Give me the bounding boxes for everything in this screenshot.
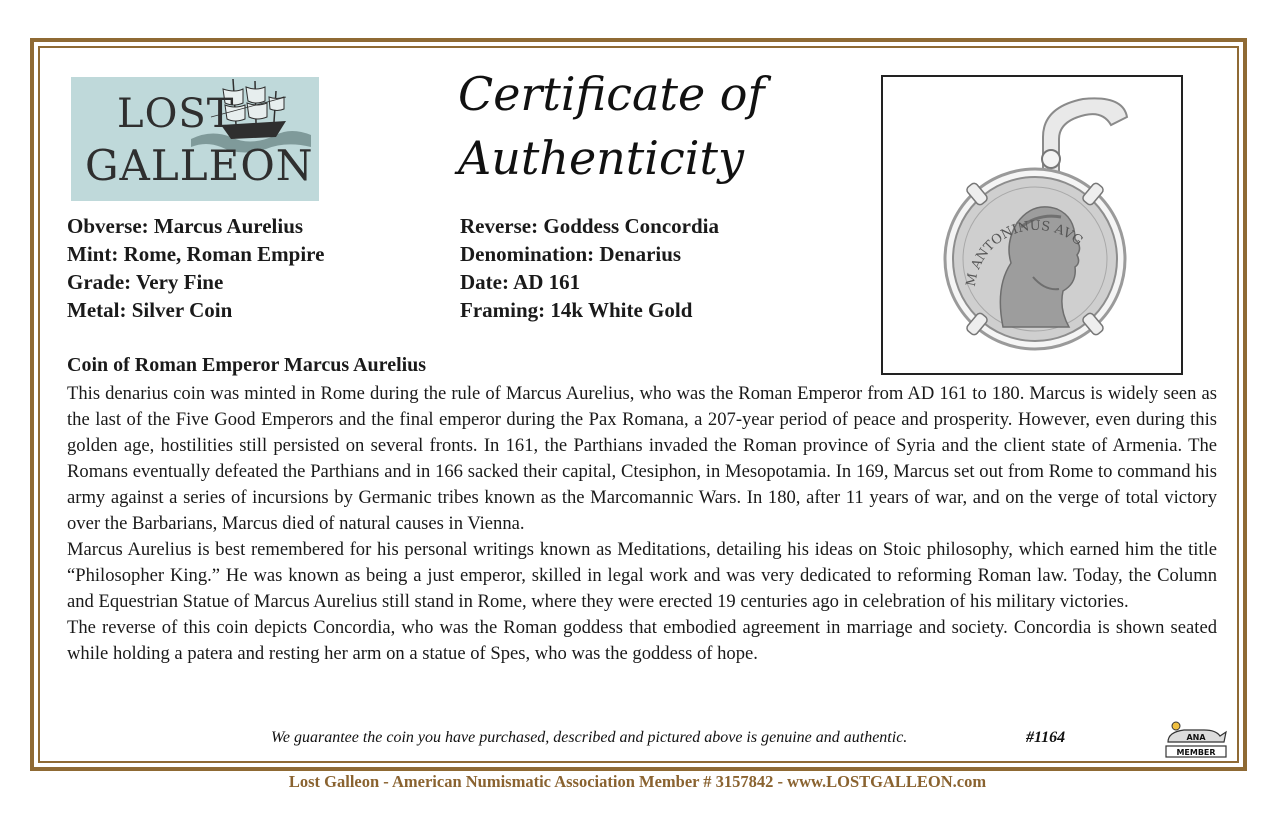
attributes-left — [67, 212, 324, 324]
framing-attribute: Framing: 14k White Gold — [460, 298, 693, 322]
svg-text:MEMBER: MEMBER — [1176, 748, 1216, 757]
logo-text-galleon: GALLEON — [85, 141, 314, 190]
date-attribute: Date: AD 161 — [460, 270, 581, 294]
lost-galleon-logo — [71, 77, 319, 201]
paragraph-reverse: The reverse of this coin depicts Concordia, who was the Roman goddess that embodied agreement in marriage and society. Concordia is shown seated while holding a patera and resting her arm on a statue of Spes, who was the goddess of hope. — [67, 617, 1217, 664]
metal-attribute: Metal: Silver Coin — [67, 298, 233, 322]
logo-text-lost: LOST — [117, 91, 235, 137]
coin-legend: M ANTONINUS AVG — [963, 218, 1086, 288]
mint-attribute: Mint: Rome, Roman Empire — [67, 242, 325, 266]
denomination-attribute: Denomination: Denarius — [460, 242, 682, 266]
paragraph-legacy: Marcus Aurelius is best remembered for his personal writings known as Meditations, detailing his ideas on Stoic philosophy, which earned him the title “Philosopher King.” He was known as being a just emperor, skilled in legal work and was very dedicated to reforming Roman law. Today, the Column and Equestrian Statue of Marcus Aurelius still stand in Rome, where they were erected 19 centuries ago in celebration of his military victories. — [67, 539, 1217, 612]
section-heading: Coin of Roman Emperor Marcus Aurelius — [67, 354, 427, 376]
svg-text:ANA: ANA — [1186, 733, 1206, 742]
ana-member-badge-icon — [1160, 712, 1232, 760]
guarantee-statement: We guarantee the coin you have purchased, described and pictured above is genuine and authentic. — [271, 729, 908, 746]
attributes-right — [460, 212, 719, 324]
description-body — [67, 381, 1217, 667]
obverse-attribute: Obverse: Marcus Aurelius — [67, 214, 304, 238]
grade-attribute: Grade: Very Fine — [67, 270, 224, 294]
paragraph-history: This denarius coin was minted in Rome during the rule of Marcus Aurelius, who was the Roman Emperor from AD 161 to 180. Marcus is widely seen as the last of the Five Good Emperors and the final emperor during the Pax Romana, a 207-year period of peace and prosperity. However, even during this golden age, hostilities still persisted on several fronts. In 161, the Parthians invaded the Roman province of Syria and the client state of Armenia. The Romans eventually defeated the Parthians and in 166 sacked their capital, Ctesiphon, in Mesopotamia. In 169, Marcus set out from Rome to command his army against a series of incursions by Germanic tribes known as the Marcomannic Wars. In 180, after 11 years of war, and on the verge of total victory over the Barbarians, Marcus died of natural causes in Vienna. — [67, 383, 1217, 534]
coin-pendant-image — [881, 75, 1183, 375]
footer-membership: Lost Galleon - American Numismatic Association Member # 3157842 - www.LOSTGALLEON.com — [288, 772, 987, 791]
certificate-number: #1164 — [1026, 729, 1066, 746]
certificate-title: Certificate of Authenticity — [458, 67, 765, 185]
reverse-attribute: Reverse: Goddess Concordia — [460, 214, 719, 238]
